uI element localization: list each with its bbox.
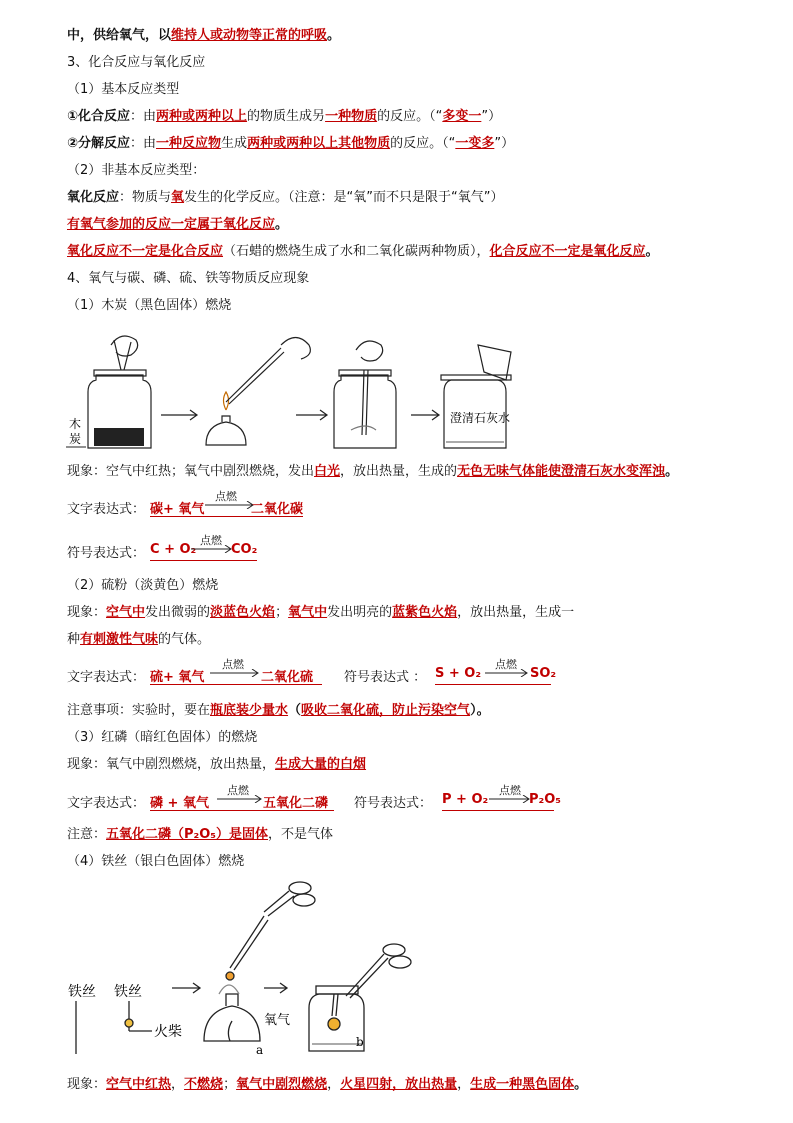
products: 二氧化硫 (261, 670, 314, 685)
text: 。 (327, 28, 341, 43)
note-oxidation-vs-combination (67, 243, 659, 261)
text: 发生的化学反应。（注意：是“氧”而不只是限于“氧气”） (184, 190, 504, 205)
text: ：由 (130, 109, 157, 124)
text: 的反应。（“ (377, 109, 443, 124)
text: ，放出热量，生成一 (457, 605, 575, 620)
text: ，放出热量，生成的 (340, 464, 458, 479)
label: 文字表达式： (67, 796, 146, 811)
text: ）。 (470, 703, 490, 718)
underline (435, 684, 551, 685)
highlight: 化合反应不一定是氧化反应 (489, 244, 646, 259)
text: 现象： (67, 1077, 107, 1092)
text: （ (288, 703, 302, 718)
products: CO₂ (231, 542, 258, 557)
reactants: P + O₂ (442, 792, 489, 807)
highlight: 多变一 (442, 109, 482, 124)
carbon-word-equation (67, 488, 327, 518)
highlight: 白光 (314, 464, 341, 479)
reaction-arrow (191, 545, 233, 553)
label: 文字表达式： (67, 670, 146, 685)
highlight: 有氧气参加的反应一定属于氧化反应 (67, 217, 276, 232)
fig-label-oxygen: 氧气 (264, 1013, 291, 1028)
reaction-arrow (485, 669, 529, 677)
phosphorus-equations (67, 782, 567, 812)
term: ②分解反应 (67, 136, 131, 151)
reaction-arrow (217, 795, 263, 803)
highlight: 生成一种黑色固体 (470, 1077, 575, 1092)
highlight: 吸收二氧化硫，防止污染空气 (301, 703, 471, 718)
text: 生成 (221, 136, 248, 151)
section-4-heading: 4、氧气与碳、磷、硫、铁等物质反应现象 (67, 271, 310, 286)
text: ； (223, 1077, 237, 1092)
condition: 点燃 (499, 784, 521, 797)
text: 发出微弱的 (145, 605, 211, 620)
text: ， (457, 1077, 471, 1092)
products: SO₂ (530, 666, 557, 681)
label: 符号表达式： (354, 796, 433, 811)
sulfur-phenomenon-1 (67, 604, 574, 622)
carbon-heading: （1）木炭（黑色固体）燃烧 (67, 298, 232, 313)
subsection-3-2-heading: （2）非基本反应类型： (67, 163, 206, 178)
highlight: 淡蓝色火焰 (210, 605, 276, 620)
iron-phenomenon (67, 1076, 587, 1094)
text: ，不是气体 (267, 827, 333, 842)
text: 的气体。 (158, 632, 211, 647)
text: 注意： (67, 827, 107, 842)
reactants: S + O₂ (435, 666, 482, 681)
combination-reaction (67, 108, 501, 126)
text: 注意事项：实验时，要在 (67, 703, 211, 718)
sulfur-attention (67, 702, 490, 720)
highlight: 有刺激性气味 (80, 632, 159, 647)
condition: 点燃 (200, 534, 222, 547)
text: （石蜡的燃烧生成了水和二氧化碳两种物质）， (223, 244, 490, 259)
text: 的反应。（“ (390, 136, 456, 151)
highlight: 空气中红热 (106, 1077, 172, 1092)
label: 符号表达式： (67, 546, 146, 561)
fig-label-b: b (356, 1035, 364, 1049)
term: ①化合反应 (67, 109, 131, 124)
fig-label-match: 火柴 (154, 1024, 182, 1040)
text: 种 (67, 632, 81, 647)
text: ， (327, 1077, 341, 1092)
text: 发出明亮的 (327, 605, 393, 620)
reaction-arrow (210, 669, 260, 677)
reactants: 碳+ 氧气 (150, 502, 205, 517)
text: 。 (645, 244, 659, 259)
sulfur-phenomenon-2 (67, 631, 210, 649)
highlight: 氧 (171, 190, 185, 205)
phosphorus-note (67, 826, 333, 844)
text: 现象： (67, 605, 107, 620)
condition: 点燃 (495, 658, 517, 671)
fig-label-a: a (256, 1043, 264, 1057)
highlight: 两种或两种以上 (156, 109, 248, 124)
text: 的物质生成另 (247, 109, 326, 124)
condition: 点燃 (222, 658, 244, 671)
text: ”） (494, 136, 515, 151)
text: ， (171, 1077, 185, 1092)
text: ：由 (130, 136, 157, 151)
highlight: 一种物质 (325, 109, 378, 124)
text: 。 (275, 217, 289, 232)
text: 。 (574, 1077, 588, 1092)
highlight: 两种或两种以上其他物质 (247, 136, 391, 151)
text: ； (275, 605, 289, 620)
highlight: 维持人或动物等正常的呼吸 (171, 28, 328, 43)
carbon-phenomenon (67, 463, 678, 481)
fig-label-iron-wire-2: 铁丝 (114, 984, 142, 1000)
sulfur-heading: （2）硫粉（淡黄色）燃烧 (67, 578, 219, 593)
highlight: 一变多 (455, 136, 495, 151)
carbon-experiment-figure (66, 330, 526, 455)
highlight: 氧气中 (288, 605, 328, 620)
underline (150, 684, 322, 685)
underline (150, 560, 257, 561)
text: ”） (481, 109, 502, 124)
sulfur-equations (67, 656, 567, 686)
underline (442, 810, 554, 811)
intro-line (67, 27, 340, 45)
decomposition-reaction (67, 135, 514, 153)
reaction-arrow (489, 795, 531, 803)
reactants: 磷 + 氧气 (150, 796, 209, 811)
term: 氧化反应 (67, 190, 120, 205)
highlight: 瓶底装少量水 (210, 703, 289, 718)
section-3-heading: 3、化合反应与氧化反应 (67, 55, 206, 70)
fig-label-charcoal-1: 木 (69, 417, 82, 431)
products: 五氧化二磷 (263, 796, 329, 811)
text: 现象：氧气中剧烈燃烧，放出热量， (67, 757, 276, 772)
underline (150, 516, 303, 517)
highlight: 不燃烧 (184, 1077, 224, 1092)
phosphorus-phenomenon (67, 756, 366, 774)
fig-label-charcoal-2: 炭 (69, 432, 82, 446)
oxidation-reaction (67, 189, 504, 207)
highlight: 五氧化二磷（P₂O₅）是固体 (106, 827, 268, 842)
label: 符号表达式 ： (344, 670, 427, 685)
condition: 点燃 (215, 490, 237, 503)
highlight: 火星四射，放出热量 (340, 1077, 458, 1092)
highlight: 一种反应物 (156, 136, 222, 151)
text: ：物质与 (119, 190, 172, 205)
products: 二氧化碳 (251, 502, 304, 517)
fig-label-limewater: 澄清石灰水 (450, 411, 511, 425)
reactants: 硫+ 氧气 (150, 670, 205, 685)
text: 现象：空气中红热；氧气中剧烈燃烧，发出 (67, 464, 315, 479)
fig-label-iron-wire-1: 铁丝 (68, 984, 96, 1000)
reaction-arrow (205, 501, 255, 509)
subsection-3-1-heading: （1）基本反应类型 (67, 82, 180, 97)
note-oxygen-participation (67, 216, 288, 234)
highlight: 氧化反应不一定是化合反应 (67, 244, 224, 259)
underline (150, 810, 334, 811)
highlight: 无色无味气体能使澄清石灰水变浑浊 (457, 464, 666, 479)
carbon-symbol-equation (67, 532, 267, 562)
iron-experiment-figure (64, 876, 444, 1066)
label: 文字表达式： (67, 502, 146, 517)
iron-heading: （4）铁丝（银白色固体）燃烧 (67, 854, 245, 869)
text: 中，供给氧气，以 (67, 28, 172, 43)
highlight: 生成大量的白烟 (275, 757, 367, 772)
phosphorus-heading: （3）红磷（暗红色固体）的燃烧 (67, 730, 258, 745)
highlight: 氧气中剧烈燃烧 (236, 1077, 328, 1092)
products: P₂O₅ (529, 792, 561, 807)
text: 。 (665, 464, 679, 479)
highlight: 蓝紫色火焰 (392, 605, 458, 620)
condition: 点燃 (227, 784, 249, 797)
reactants: C + O₂ (150, 542, 197, 557)
highlight: 空气中 (106, 605, 146, 620)
